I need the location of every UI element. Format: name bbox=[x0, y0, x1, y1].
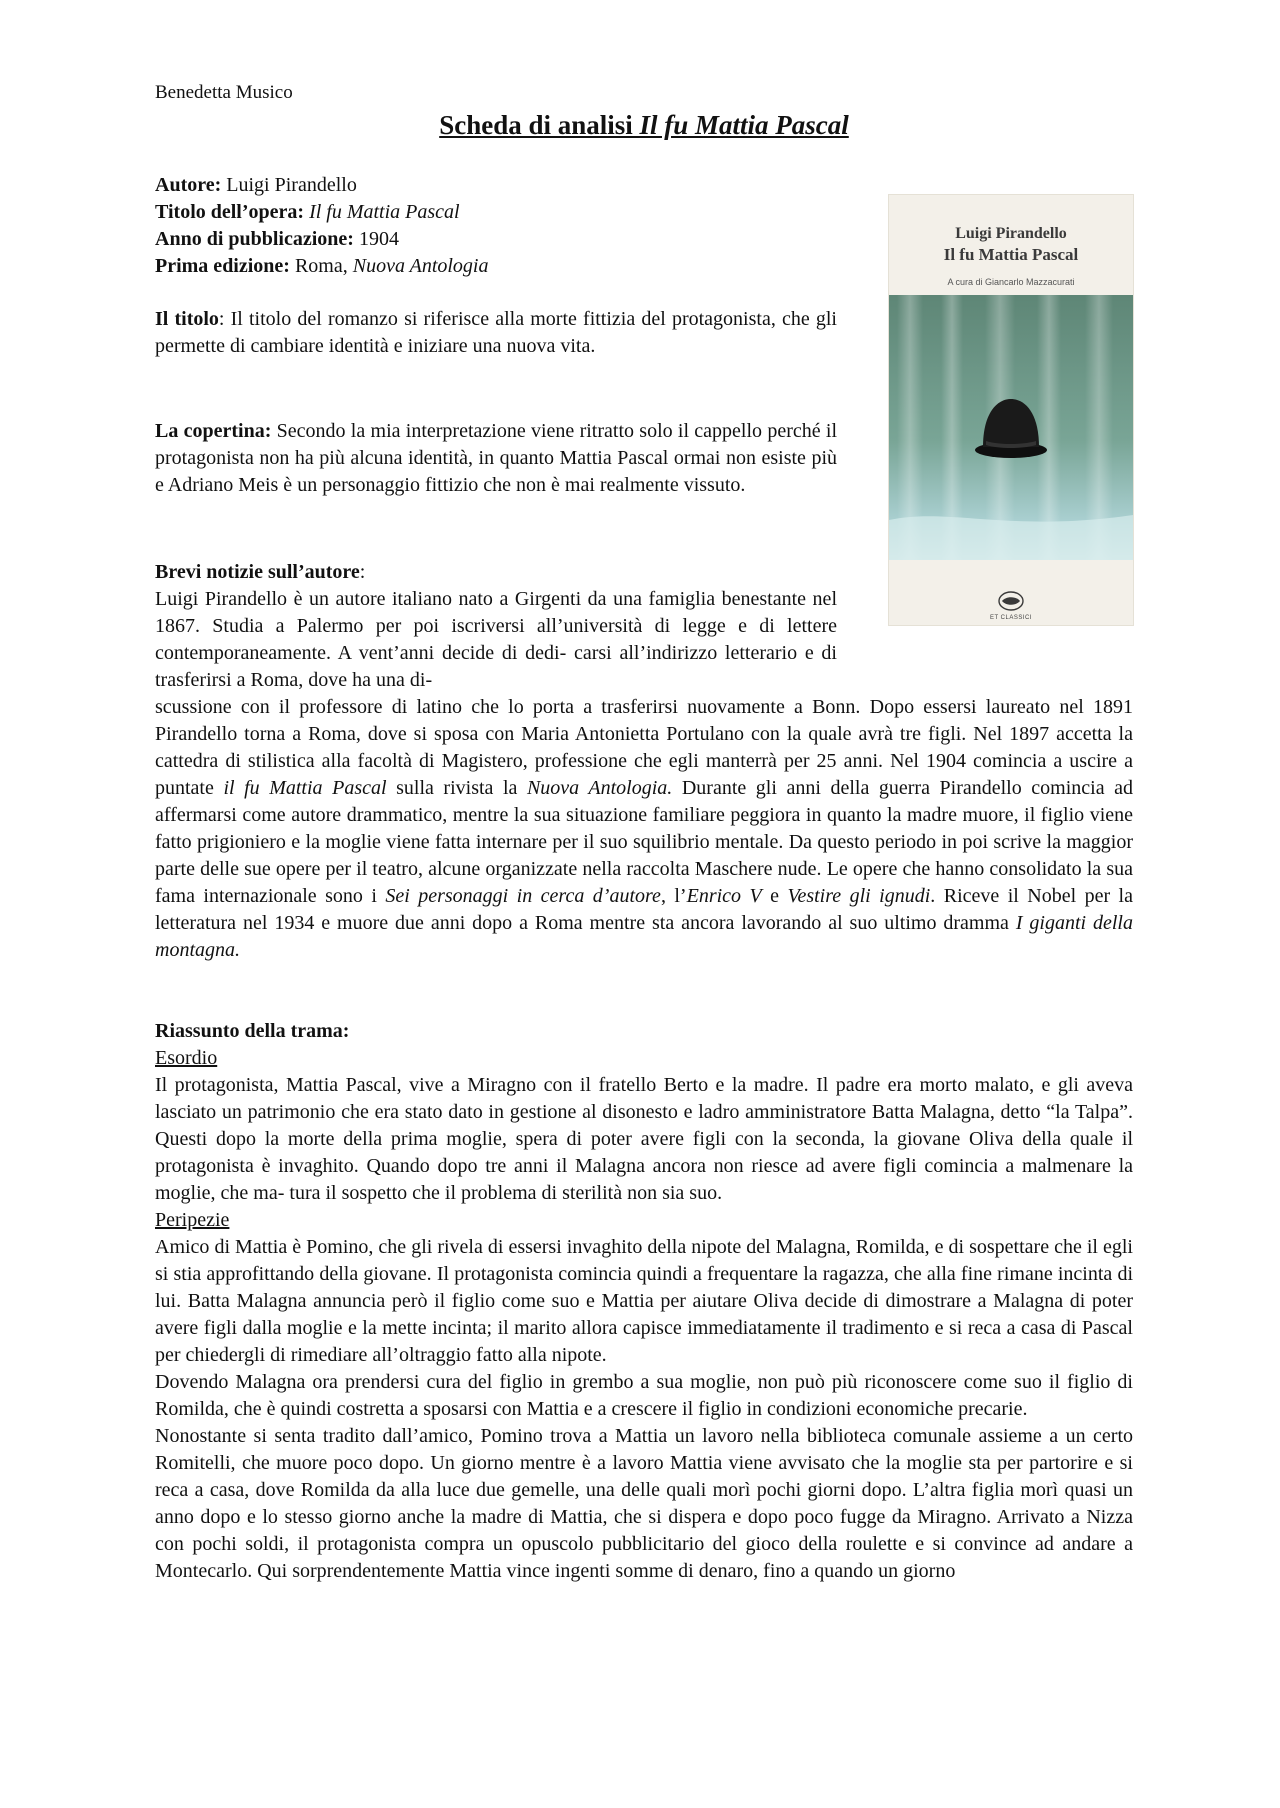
copertina-paragraph bbox=[155, 418, 837, 499]
bio-italic-6: I giganti della montagna. bbox=[155, 912, 1133, 961]
peripezie-paragraph-3: Nonostante si senta tradito dall’amico, Pomino trova a Mattia un lavoro nella biblioteca comunale assieme a un certo Romitelli, che muore poco dopo. Un giorno mentre è a lavoro Mattia viene avvisato che la moglie sta per partorire e si reca a casa, dove Romilda da alla luce due gemelle, una delle quali morì pochi giorni dopo. L’altra figlia morì quasi un anno dopo e lo stesso giorno anche la madre di Mattia, che si dispera e dopo poco fugge da Miragno. Arrivato a Nizza con pochi soldi, il protagonista compra un opuscolo pubblicitario del gioco della roulette e si convince ad andare a Montecarlo. Qui sorprendentemente Mattia vince ingenti somme di denaro, fino a quando un giorno bbox=[155, 1425, 1133, 1582]
esordio-paragraph: Il protagonista, Mattia Pascal, vive a Miragno con il fratello Berto e la madre. Il padre era morto malato, e gli aveva lasciato un patrimonio che era stato dato in gestione al disonesto e ladro amministratore Batta Malagna, detto “la Talpa”. Questi dopo la morte della prima moglie, spera di poter avere figli con la seconda, la giovane Oliva della quale il protagonista è invaghito. Quando dopo tre anni il Malagna ancora non riesce ad avere figli comincia a malmenare la moglie, che ma- tura il sospetto che il problema di sterilità non sia suo. bbox=[155, 1074, 1133, 1204]
bio-italic-3: Sei personaggi in cerca d’autore bbox=[385, 885, 661, 907]
peripezie-subheading: Peripezie bbox=[155, 1209, 230, 1231]
bio-italic-5: Vestire gli ignudi bbox=[787, 885, 931, 907]
bio-text-1: scussione con il professore di latino che lo porta a trasferirsi nuovamente a Bonn. Dopo essersi laureato nel 1891 Pirandello torna a Roma, dove si sposa con Maria Antonietta Portulano con la quale avrà tre figli. Nel 1897 accetta la cattedra di stilistica alla facoltà di Magistero, professione che egli manterrà per 25 anni. Nel 1904 comincia a uscire a puntate bbox=[155, 696, 1133, 799]
meta-work bbox=[155, 199, 855, 226]
peripezie-paragraph-1: Amico di Mattia è Pomino, che gli rivela di essersi invaghito della nipote del Malagna, Romilda, e di sospettare che il egli si stia approfittando della giovane. Il protagonista comincia quindi a frequentare la ragazza, che alla fine rimane incinta di lui. Batta Malagna annuncia però il figlio come suo e Mattia per aiutare Oliva decide di dimostrare a Malagna di poter avere figli dalla moglie e la mette incinta; il marito allora capisce immediatamente il tradimento e si reca a casa di Pascal per chiedergli di rimediare all’oltraggio fatto alla nipote. bbox=[155, 1236, 1133, 1366]
biografia-body bbox=[155, 694, 1133, 964]
bio-italic-4: Enrico V bbox=[686, 885, 762, 907]
biografia-intro: Luigi Pirandello è un autore italiano nato a Girgenti da una famiglia benestante nel 1867. Studia a Palermo per poi iscriversi all’università di legge e di lettere contemporaneamente. A vent’anni decide di dedi- carsi all’indirizzo letterario e di trasferirsi a Roma, dove ha una di- bbox=[155, 588, 837, 691]
meta-work-label: Titolo dell’opera: bbox=[155, 201, 305, 223]
meta-work-value: Il fu Mattia Pascal bbox=[309, 201, 460, 223]
book-metadata bbox=[155, 172, 855, 280]
bio-italic-1: il fu Mattia Pascal bbox=[223, 777, 387, 799]
cover-title: Il fu Mattia Pascal bbox=[943, 245, 1079, 264]
meta-year-label: Anno di pubblicazione: bbox=[155, 228, 354, 250]
biografia-heading-text: Brevi notizie sull’autore bbox=[155, 561, 360, 583]
trama-section bbox=[155, 1018, 1133, 1585]
bio-text-2: sulla rivista la bbox=[386, 777, 527, 799]
bio-italic-2: Nuova Antologia. bbox=[526, 777, 673, 799]
bio-text-4: , l’ bbox=[660, 885, 687, 907]
meta-author-label: Autore: bbox=[155, 174, 222, 196]
bio-text-6: . Riceve il Nobel per la letteratura nel 1934 e muore due anni dopo a Roma mentre sta ancora lavorando al suo ultimo dramma bbox=[155, 885, 1133, 934]
page-title bbox=[155, 108, 1133, 142]
title-italic: Il fu Mattia Pascal bbox=[639, 110, 849, 140]
biografia-heading bbox=[155, 559, 837, 586]
student-name: Benedetta Musico bbox=[155, 82, 293, 103]
title-prefix: Scheda di analisi bbox=[439, 110, 640, 140]
meta-year-value: 1904 bbox=[353, 228, 399, 250]
cover-series: ET CLASSICI bbox=[989, 615, 1033, 621]
esordio-subheading: Esordio bbox=[155, 1047, 218, 1069]
titolo-text: : Il titolo del romanzo si riferisce alla morte fittizia del protagonista, che gli permette di cambiare identità e iniziare una nuova vita. bbox=[155, 308, 837, 357]
titolo-label: Il titolo bbox=[155, 308, 219, 330]
meta-author-value: Luigi Pirandello bbox=[221, 174, 357, 196]
bowler-hat-on-curtain-illustration bbox=[889, 295, 1133, 560]
meta-edition-italic: Nuova Antologia bbox=[352, 255, 489, 277]
meta-edition-value: Roma, bbox=[289, 255, 353, 277]
titolo-paragraph bbox=[155, 306, 837, 360]
meta-year bbox=[155, 226, 855, 253]
bio-text-3: Durante gli anni della guerra Pirandello comincia ad affermarsi come autore drammatico, mentre la sua situazione familiare peggiora in quanto la madre muore, il figlio viene fatto prigioniero e la moglie viene fatta internare per il suo squilibrio mentale. Da questo periodo in poi scrive la maggior parte delle sue opere per il teatro, alcune organizzate nella raccolta Maschere nude. Le opere che hanno consolidato la sua fama internazionale sono i bbox=[155, 777, 1134, 907]
meta-author bbox=[155, 172, 855, 199]
peripezie-paragraph-2: Dovendo Malagna ora prendersi cura del figlio in grembo a sua moglie, non può più riconoscere come suo il figlio di Romilda, che è quindi costretta a sposarsi con Mattia e a crescere il figlio in condizioni economiche precarie. bbox=[155, 1371, 1133, 1420]
meta-edition bbox=[155, 253, 855, 280]
publisher-logo-icon bbox=[996, 591, 1026, 611]
copertina-text: Secondo la mia interpretazione viene ritratto solo il cappello perché il protagonista non ha più alcuna identità, in quanto Mattia Pascal ormai non esiste più e Adriano Meis è un personaggio fittizio che non è mai realmente vissuto. bbox=[155, 420, 837, 496]
biografia-heading-colon: : bbox=[359, 561, 366, 583]
bio-text-5: e bbox=[761, 885, 788, 907]
trama-heading: Riassunto della trama: bbox=[155, 1020, 350, 1042]
cover-curator: A cura di Giancarlo Mazzacurati bbox=[947, 277, 1075, 287]
book-cover-image bbox=[889, 195, 1133, 625]
cover-author: Luigi Pirandello bbox=[955, 225, 1067, 242]
meta-edition-label: Prima edizione: bbox=[155, 255, 290, 277]
copertina-label: La copertina: bbox=[155, 420, 272, 442]
